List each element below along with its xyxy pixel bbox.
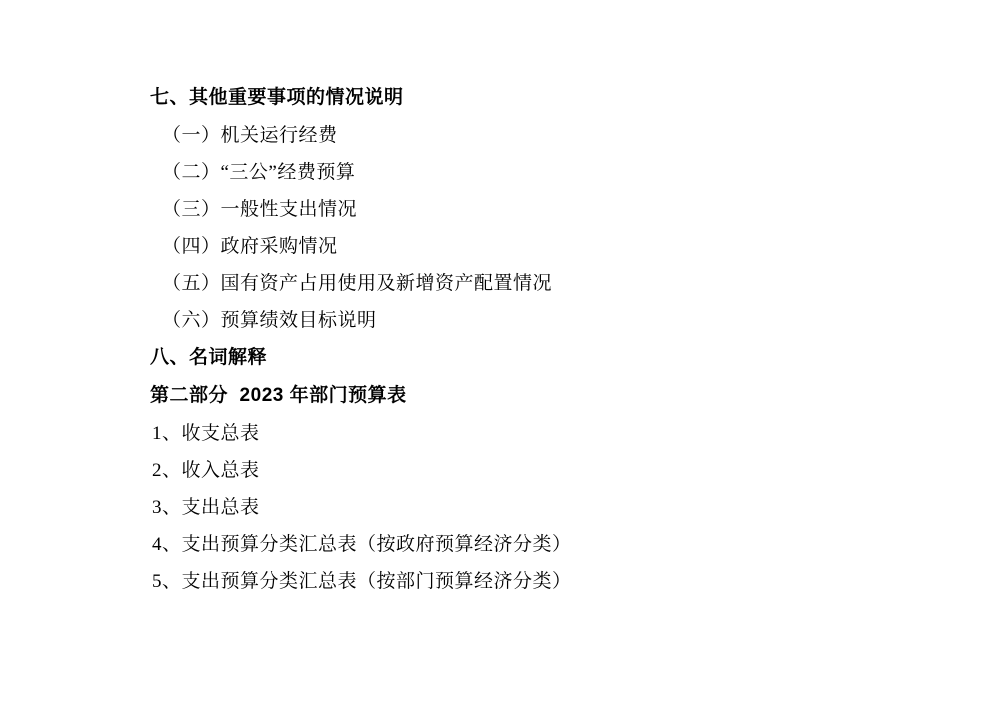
sub-item-7-5: （五）国有资产占用使用及新增资产配置情况: [162, 273, 553, 294]
list-item-table-2: 2、收入总表: [152, 460, 260, 481]
sub-item-7-4: （四）政府采购情况: [162, 236, 338, 257]
list-item-table-4: 4、支出预算分类汇总表（按政府预算经济分类）: [152, 534, 572, 555]
part-two-heading: 第二部分 2023 年部门预算表: [150, 385, 407, 406]
list-item-table-5: 5、支出预算分类汇总表（按部门预算经济分类）: [152, 571, 572, 592]
sub-item-7-3: （三）一般性支出情况: [162, 199, 358, 220]
sub-item-7-2: （二）“三公”经费预算: [162, 162, 356, 183]
section-heading-eight: 八、名词解释: [150, 347, 268, 368]
list-item-table-3: 3、支出总表: [152, 497, 260, 518]
list-item-table-1: 1、收支总表: [152, 423, 260, 444]
sub-item-7-1: （一）机关运行经费: [162, 125, 338, 146]
section-heading-seven: 七、其他重要事项的情况说明: [150, 87, 404, 108]
document-body: [150, 88, 870, 609]
sub-item-7-6: （六）预算绩效目标说明: [162, 310, 377, 331]
